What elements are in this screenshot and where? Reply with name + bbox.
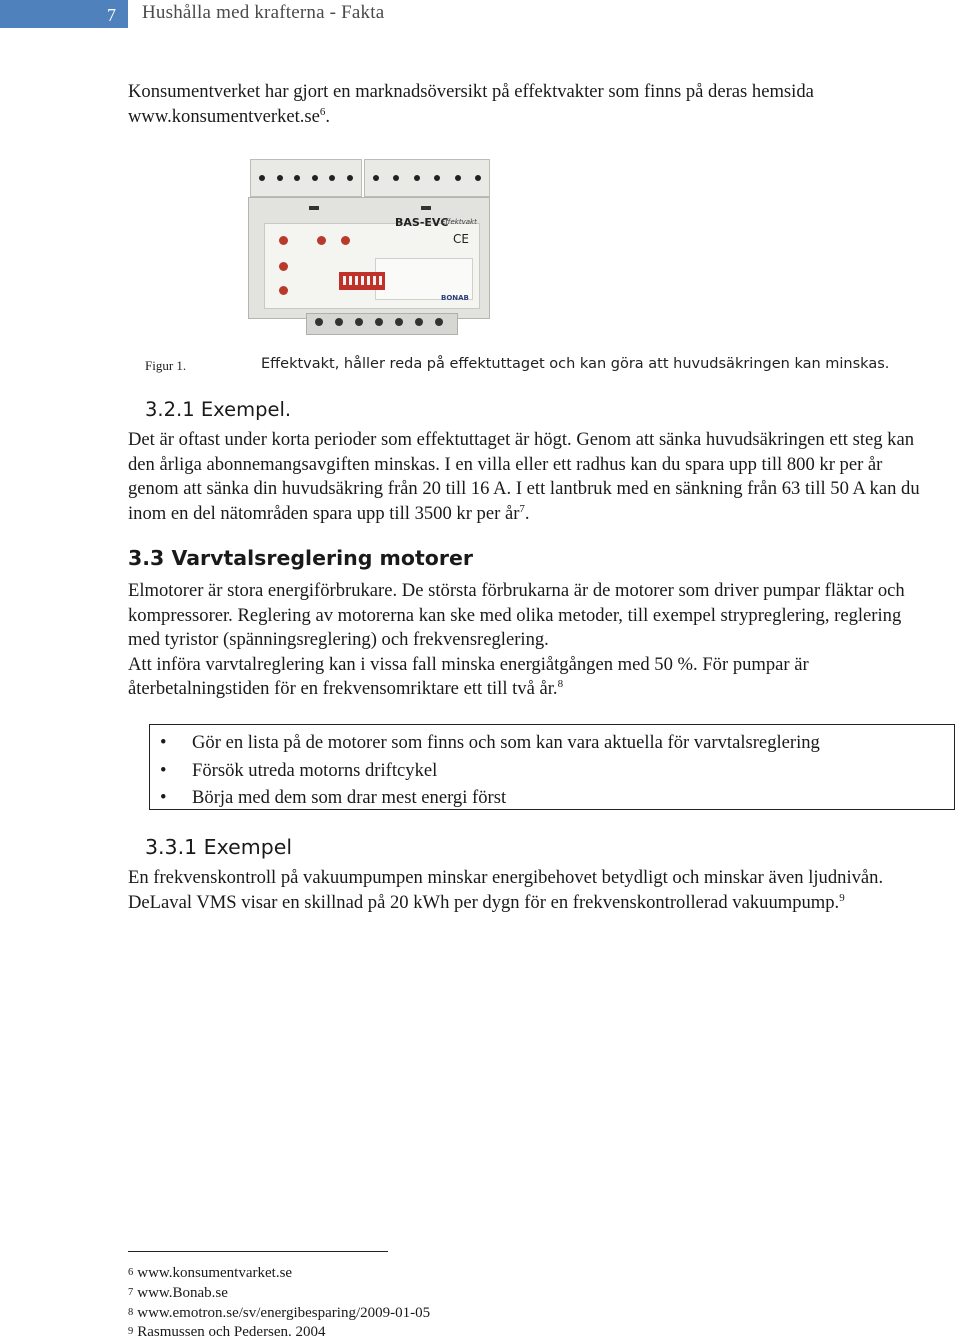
list-item: • Försök utreda motorns driftcykel bbox=[150, 757, 954, 785]
paragraph-3-3-text-b: Att införa varvtalreglering kan i vissa fall minska energiåtgången med 50 %. För pumpar är återbetalningstiden för en frekvensomriktare ett till två år. bbox=[128, 653, 809, 700]
bullet-icon: • bbox=[160, 759, 167, 781]
figure-caption: Effektvakt, håller reda på effektuttaget och kan göra att huvudsäkringen kan minskas. bbox=[261, 356, 890, 372]
intro-url: www.konsumentverket.se bbox=[128, 105, 320, 127]
footnote-ref-9: 9 bbox=[839, 891, 845, 904]
footnote-separator bbox=[128, 1251, 388, 1252]
paragraph-3-3-1 bbox=[128, 866, 928, 915]
paragraph-3-2-1-text: Det är oftast under korta perioder som effektuttaget är högt. Genom att sänka huvudsäkringen ett steg kan den årliga abonnemangsavgiften minskas. I en villa eller ett radhus kan du spara upp till 800 kr per år genom att sänka din huvudsäkring från 20 till 16 A. I ett lantbruk med en sänkning från 63 till 50 A kan du inom en del nätområden spara upp till 3500 kr per år bbox=[128, 429, 920, 524]
heading-3-2-1: 3.2.1 Exempel. bbox=[145, 398, 292, 421]
heading-3-3-1: 3.3.1 Exempel bbox=[145, 835, 293, 859]
paragraph-3-2-1: Det är oftast under korta perioder som effektuttaget är högt. Genom att sänka huvudsäkringen ett steg kan den årliga abonnemangsavgiften minskas. I en villa eller ett radhus kan du spara upp till 800 kr per år genom att sänka din huvudsäkring från 20 till 16 A. I ett lantbruk med en sänkning från 63 till 50 A kan du inom en del nätområden spara upp till 3500 kr per $år^7$. bbox=[128, 429, 920, 524]
led-indicator bbox=[279, 286, 288, 295]
footnote-ref-6: 6 bbox=[319, 105, 326, 118]
tips-box bbox=[149, 724, 955, 810]
paragraph-3-3 bbox=[128, 579, 928, 702]
device-photo bbox=[246, 153, 496, 335]
device-brand: BAS-EVC bbox=[395, 216, 449, 229]
intro-after: . bbox=[325, 105, 331, 127]
tips-list bbox=[150, 729, 954, 812]
running-header-title: Hushålla med krafterna - Fakta bbox=[142, 2, 385, 23]
footnote-ref-7: 7 bbox=[519, 502, 525, 515]
bullet-icon: • bbox=[160, 732, 167, 753]
footnote-9: 9 Rasmussen och Pedersen. 2004 bbox=[128, 1324, 326, 1340]
intro-text: Konsumentverket har gjort en marknadsöversikt på effektvakter som finns på deras hemsida bbox=[128, 81, 814, 102]
figure-label: Figur 1. bbox=[145, 358, 187, 373]
footnote-7: 7 www.Bonab.se bbox=[128, 1285, 228, 1301]
device-top-module-right bbox=[364, 159, 490, 197]
device-terminal-block bbox=[306, 313, 458, 335]
device-front-panel bbox=[264, 216, 480, 309]
list-item: • Börja med dem som drar mest energi först bbox=[150, 784, 954, 812]
ce-mark: CE bbox=[453, 232, 469, 246]
led-indicator bbox=[279, 236, 288, 245]
paragraph-3-3-text-a: Elmotorer är stora energiförbrukare. De största förbrukarna är de motorer som driver pumpar fläktar och kompressorer. Reglering av motorerna kan ske med olika metoder, till exempel strypreglering, reglering med tyristor (spänningsreglering) och frekvensreglering. bbox=[128, 580, 905, 651]
footnote-ref-8: 8 bbox=[557, 678, 564, 691]
device-top-module-left bbox=[250, 159, 362, 197]
footnote-6: 6 www.konsumentvarket.se bbox=[128, 1265, 293, 1281]
paragraph-3-3-1-text: En frekvenskontroll på vakuumpumpen minskar energibehovet betydligt och minskar även ljudnivån. DeLaval VMS visar en skillnad på 20 kWh per dygn för en frekvenskontrollerad vakuumpump. bbox=[128, 867, 884, 913]
page-number: 7 bbox=[0, 0, 128, 28]
device-subtitle: Effektvakt bbox=[441, 218, 477, 226]
led-indicator bbox=[279, 262, 288, 271]
footnote-8: 8 www.emotron.se/sv/energibesparing/2009-01-05 bbox=[128, 1305, 431, 1321]
led-indicator bbox=[317, 236, 326, 245]
led-indicator bbox=[341, 236, 350, 245]
dip-switch bbox=[339, 272, 385, 290]
list-item: • Gör en lista på de motorer som finns och som kan vara aktuella för varvtalsreglering bbox=[150, 729, 954, 757]
device-maker-logo: BONAB bbox=[441, 294, 469, 302]
heading-3-3: 3.3 Varvtalsreglering motorer bbox=[128, 546, 473, 570]
intro-paragraph bbox=[128, 80, 928, 129]
bullet-icon: • bbox=[160, 787, 167, 808]
